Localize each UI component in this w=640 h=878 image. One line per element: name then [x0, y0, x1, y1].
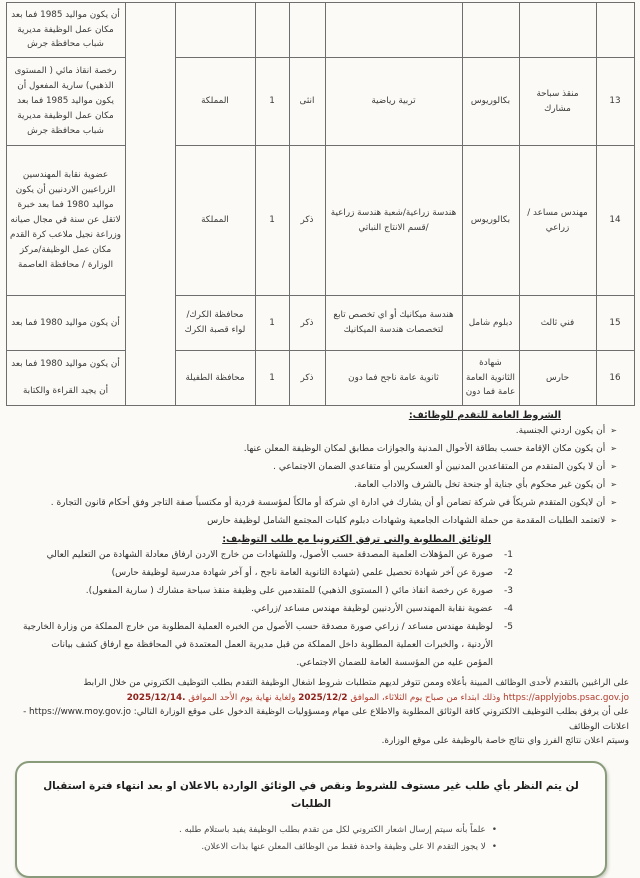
notice-bullet-text: علماً بأنه سيتم إرسال اشعار الكتروني لكل من تقدم بطلب الوظيفة يفيد باستلام طلبه .	[179, 824, 486, 835]
table-row-carryover	[6, 3, 634, 58]
condition-text: أن يكون مكان الإقامة حسب بطاقة الأحوال المدنية والجوازات مطابق لمكان الوظيفة المعلن عنها.	[243, 444, 606, 454]
gender-cell: ذكر	[289, 146, 325, 296]
empty-cell	[519, 3, 596, 58]
results-line: وسيتم اعلان نتائج الفرز واي نتائج خاصة بالوظيفة على موقع الوزارة.	[381, 736, 629, 746]
count-cell: 1	[255, 58, 289, 146]
list-item	[9, 440, 617, 458]
empty-cell	[255, 3, 289, 58]
apply-intro-line: على الراغبين بالتقدم لأحدى الوظائف المبينة بأعلاه وممن تتوفر لديهم متطلبات شروط اشغال الوظيفة التقدم بطلب التوظيف الكتروني من خلال الرابط	[83, 678, 629, 688]
qualification-cell: دبلوم شامل	[462, 296, 519, 351]
arrow-bullet-icon: ➢	[610, 480, 617, 489]
attach-text: على أن يرفق بطلب التوظيف الالكتروني كافة الوثائق المطلوبة والاطلاع على مهام ومسؤوليات الوظيفة الدخول على موقع الوزارة التالي:	[133, 707, 629, 717]
apply-period-line	[9, 691, 629, 706]
arrow-bullet-icon: ➢	[610, 426, 617, 435]
attach-text-2: - اعلانات الوظائف	[23, 707, 629, 732]
end-date: 2025/12/14.	[126, 692, 186, 703]
location-cell: محافظة الكرك/ لواء قصبة الكرك	[175, 296, 255, 351]
empty-cell	[596, 3, 634, 58]
job-number-cell: 14	[596, 146, 634, 296]
empty-cell	[325, 3, 462, 58]
conditions-cell: أن يكون مواليد 1985 فما بعد مكان عمل الوظيفة مديرية شباب محافظة جرش	[6, 3, 125, 58]
period-text: وذلك ابتداء من صباح يوم الثلاثاء، الموافق	[350, 692, 501, 703]
condition-text: لاتعتمد الطلبات المقدمة من حملة الشهادات الجامعية وشهادات دبلوم كليات المجتمع الشامل لوظيفة حارس	[207, 516, 606, 526]
table-row-16	[6, 351, 634, 406]
condition-text: أن لا يكون المتقدم من المتقاعدين المدنيين أو العسكريين أو متقاعدي الضمان الاجتماعي .	[273, 462, 606, 472]
count-cell: 1	[255, 146, 289, 296]
document-text: صورة عن آخر شهادة تحصيل علمي (شهادة الثانوية العامة ناجح ، أو آخر شهادة مدرسية لوظيفة حارس)	[111, 568, 493, 578]
list-item	[9, 476, 617, 494]
specialization-cell: ثانوية عامة ناجح فما دون	[325, 351, 462, 406]
condition-line: أن يكون مواليد 1980 فما بعد	[11, 359, 120, 370]
conditions-cell: رخصة انقاذ مائي ( المستوى الذهبي) سارية المفعول أن يكون مواليد 1985 فما بعد مكان عمل الوظيفة مديرية شباب محافظة جرش	[6, 58, 125, 146]
item-number: 3-	[504, 586, 513, 596]
general-conditions-section	[9, 410, 631, 530]
notice-title: لن يتم النظر بأي طلب غير مستوف للشروط ونقص في الوثائق الواردة بالاعلان او بعد انتهاء فترة استقبال الطلبات	[43, 779, 579, 811]
list-item	[9, 546, 513, 564]
list-item	[9, 422, 617, 440]
application-instructions	[9, 676, 629, 749]
table-row-13	[6, 58, 634, 146]
condition-text: أن يكون غير محكوم بأي جناية أو جنحة تخل بالشرف والاداب العامة.	[354, 480, 606, 490]
empty-cell	[289, 3, 325, 58]
job-title-cell: حارس	[519, 351, 596, 406]
qualification-cell: بكالوريوس	[462, 58, 519, 146]
item-number: 5-	[504, 622, 513, 632]
arrow-bullet-icon: ➢	[610, 516, 617, 525]
item-number: 2-	[504, 568, 513, 578]
specialization-cell: هندسة ميكانيك أو اي تخصص تابع لتخصصات هندسة الميكانيك	[325, 296, 462, 351]
general-conditions-list	[9, 422, 617, 530]
announcement-page	[3, 0, 637, 878]
documents-section	[9, 534, 631, 672]
list-item	[9, 618, 513, 672]
documents-list	[9, 546, 513, 672]
location-cell: المملكة	[175, 146, 255, 296]
start-date: 2025/12/2	[298, 692, 348, 703]
dot-bullet-icon: •	[491, 841, 497, 852]
qualification-cell: بكالوريوس	[462, 146, 519, 296]
table-row-14	[6, 146, 634, 296]
jobs-table	[6, 2, 635, 406]
location-cell: المملكة	[175, 58, 255, 146]
apply-portal-link[interactable]: https://applyjobs.psac.gov.jo	[503, 692, 629, 703]
list-item	[9, 458, 617, 476]
gender-cell: انثى	[289, 58, 325, 146]
count-cell: 1	[255, 296, 289, 351]
period-text: ولغاية نهاية يوم الأحد الموافق	[188, 692, 296, 703]
document-text: لوظيفة مهندس مساعد / زراعي صورة مصدقة حسب الأصول من الخبره العملية المطلوبة من خارج المملكة من وزارة الخارجية الأردنية ، والخبرات العملية المطلوبة داخل المملكة من قبل مديرية العمل المعتمدة في المحافظة مع ارفاق كشف بيانات المؤمن عليه من المؤسسة العامة للضمان الاجتماعي.	[23, 622, 493, 668]
arrow-bullet-icon: ➢	[610, 498, 617, 507]
apply-attach-line	[9, 705, 629, 734]
job-title-cell: مهندس مساعد /زراعي	[519, 146, 596, 296]
condition-line: أن يجيد القراءة والكتابة	[22, 386, 109, 396]
item-number: 4-	[504, 604, 513, 614]
job-title-cell: فني ثالث	[519, 296, 596, 351]
gender-cell: ذكر	[289, 296, 325, 351]
notes-empty-column	[125, 3, 175, 406]
conditions-cell: أن يكون مواليد 1980 فما بعد	[6, 296, 125, 351]
notice-bullet	[35, 822, 497, 839]
list-item	[9, 582, 513, 600]
condition-text: أن يكون اردني الجنسية.	[515, 426, 606, 436]
arrow-bullet-icon: ➢	[610, 444, 617, 453]
item-number: 1-	[504, 550, 513, 560]
location-cell: محافظة الطفيلة	[175, 351, 255, 406]
job-number-cell: 15	[596, 296, 634, 351]
notice-bullet	[35, 839, 497, 856]
document-text: عضوية نقابة المهندسين الأردنيين لوظيفة مهندس مساعد /زراعي.	[251, 604, 493, 614]
notice-bullets	[35, 822, 497, 856]
notice-box	[15, 761, 607, 878]
specialization-cell: تربية رياضية	[325, 58, 462, 146]
notice-bullet-text: لا يجوز التقدم الا على وظيفة واحدة فقط من الوظائف المعلن عنها بذات الاعلان.	[201, 841, 486, 852]
dot-bullet-icon: •	[491, 824, 497, 835]
job-number-cell: 13	[596, 58, 634, 146]
count-cell: 1	[255, 351, 289, 406]
qualification-cell: شهادة الثانوية العامة عامة فما دون	[462, 351, 519, 406]
condition-text: أن لايكون المتقدم شريكاً في شركة تضامن أو أن يشارك في ادارة اي شركة أو مالكاً لمؤسسة فردية أو مكتسباً صفة التاجر وفق أحكام قانون التجارة .	[50, 498, 606, 508]
empty-cell	[175, 3, 255, 58]
general-conditions-heading: الشروط العامة للتقدم للوظائف:	[408, 410, 561, 421]
arrow-bullet-icon: ➢	[610, 462, 617, 471]
list-item	[9, 564, 513, 582]
table-row-15	[6, 296, 634, 351]
list-item	[9, 494, 617, 512]
document-text: صورة عن رخصة انقاذ مائي ( المستوى الذهبي) للمتقدمين على وظيفة منقذ سباحة مشارك ( سارية المفعول).	[85, 586, 493, 596]
job-title-cell: منقذ سباحة مشارك	[519, 58, 596, 146]
gender-cell: ذكر	[289, 351, 325, 406]
empty-cell	[462, 3, 519, 58]
conditions-cell	[6, 351, 125, 406]
list-item	[9, 512, 617, 530]
documents-heading: الوثائق المطلوبة والتي ترفق الكترونيا مع طلب التوظيف:	[222, 534, 491, 545]
specialization-cell: هندسة زراعية/شعبة هندسة زراعية /قسم الانتاج النباتي	[325, 146, 462, 296]
conditions-cell: عضوية نقابة المهندسين الزراعيين الاردنيين أن يكون مواليد 1980 فما بعد خبرة لاتقل عن سنة في مجال صيانه وزراعة نجيل ملاعب كرة القدم مكان عمل الوظيفة/مركز الوزارة / محافظة العاصمة	[6, 146, 125, 296]
document-text: صورة عن المؤهلات العلمية المصدقة حسب الأصول، وللشهادات من خارج الاردن ارفاق معادلة الشهادة من التعليم العالي	[46, 550, 493, 560]
ministry-website-link[interactable]: https://www.moy.gov.jo	[29, 707, 131, 717]
list-item	[9, 600, 513, 618]
job-number-cell: 16	[596, 351, 634, 406]
